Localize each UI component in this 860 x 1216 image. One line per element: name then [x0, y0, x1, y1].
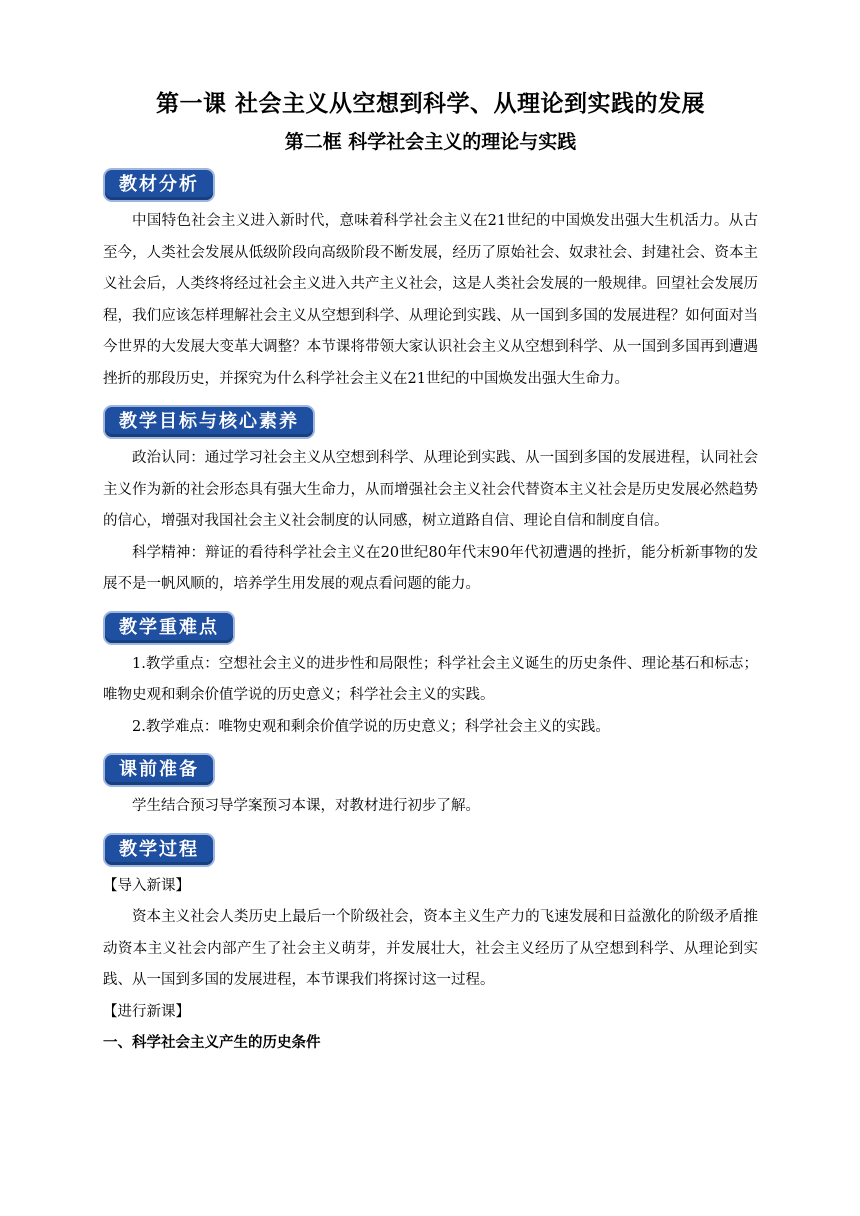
section-badge-process: 教学过程: [105, 835, 213, 865]
section-badge-analysis: 教材分析: [105, 170, 213, 200]
analysis-paragraph: 中国特色社会主义进入新时代，意味着科学社会主义在21世纪的中国焕发出强大生机活力。从古至今，人类社会发展从低级阶段向高级阶段不断发展，经历了原始社会、奴隶社会、封建社会、资本主义社会后，人类终将经过社会主义进入共产主义社会，这是人类社会发展的一般规律。回望社会发展历程，我们应该怎样理解社会主义从空想到科学、从理论到实践、从一国到多国的发展进程？如何面对当今世界的大发展大变革大调整？本节课将带领大家认识社会主义从空想到科学、从一国到多国再到遭遇挫折的那段历史，并探究为什么科学社会主义在21世纪的中国焕发出强大生命力。: [103, 213, 758, 387]
new-lesson-label: 【进行新课】: [103, 1003, 190, 1020]
intro-label: 【导入新课】: [103, 877, 190, 894]
section-badge-keypoints: 教学重难点: [105, 613, 233, 643]
section-badge-preparation: 课前准备: [105, 755, 213, 785]
keypoints-paragraph-difficulty: 2.教学难点：唯物史观和剩余价值学说的历史意义；科学社会主义的实践。: [132, 718, 610, 735]
document-page: [103, 80, 758, 1060]
intro-paragraph: 资本主义社会人类历史上最后一个阶级社会，资本主义生产力的飞速发展和日益激化的阶级矛盾推动资本主义社会内部产生了社会主义萌芽，并发展壮大，社会主义经历了从空想到科学、从理论到实践、从一国到多国的发展进程，本节课我们将探讨这一过程。: [103, 909, 758, 988]
goals-paragraph-political: 政治认同：通过学习社会主义从空想到科学、从理论到实践、从一国到多国的发展进程，认同社会主义作为新的社会形态具有强大生命力，从而增强社会主义社会代替资本主义社会是历史发展必然趋势的信心，增强对我国社会主义社会制度的认同感，树立道路自信、理论自信和制度自信。: [103, 450, 758, 529]
goals-paragraph-science: 科学精神：辩证的看待科学社会主义在20世纪80年代末90年代初遭遇的挫折，能分析新事物的发展不是一帆风顺的，培养学生用发展的观点看问题的能力。: [103, 544, 758, 592]
keypoints-paragraph-focus: 1.教学重点：空想社会主义的进步性和局限性；科学社会主义诞生的历史条件、理论基石和标志；唯物史观和剩余价值学说的历史意义；科学社会主义的实践。: [103, 655, 758, 703]
section-heading-1: 一、科学社会主义产生的历史条件: [103, 1035, 321, 1051]
lesson-title: 第一课 社会主义从空想到科学、从理论到实践的发展: [155, 91, 705, 117]
lesson-subtitle: 第二框 科学社会主义的理论与实践: [284, 131, 577, 153]
section-badge-goals: 教学目标与核心素养: [105, 407, 313, 437]
preparation-paragraph: 学生结合预习导学案预习本课，对教材进行初步了解。: [132, 798, 480, 814]
